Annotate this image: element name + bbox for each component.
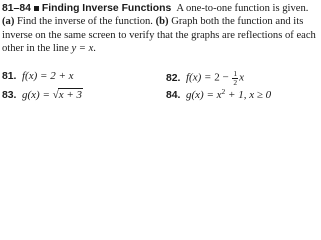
- function-rhs-suffix: x: [239, 71, 245, 84]
- fraction: [232, 70, 238, 86]
- exercise-range: 81–84: [2, 3, 31, 14]
- exercise-page: [0, 0, 321, 111]
- fraction-numerator: 1: [233, 69, 238, 78]
- line-equation: y = x: [71, 43, 94, 55]
- exercise-81: [2, 70, 74, 83]
- part-b-text: Graph both the function and its inverse on the same screen to verify that the graphs are reflections of each other in the line: [2, 16, 316, 55]
- exercise-instructions: [2, 2, 316, 56]
- function-rhs: 2 + x: [50, 70, 74, 82]
- part-a-label: (a): [2, 16, 15, 28]
- radicand: x + 3: [58, 89, 82, 101]
- exercise-number: 81.: [2, 71, 17, 82]
- function-rhs-suffix: + 1, x ≥ 0: [225, 89, 272, 101]
- function-rhs-prefix: 2 −: [214, 71, 232, 84]
- square-root: [53, 89, 83, 102]
- square-bullet-icon: [34, 6, 39, 11]
- end-punctuation: .: [93, 43, 96, 55]
- fraction-denominator: 2: [233, 77, 238, 87]
- function-lhs: f(x) =: [186, 71, 215, 84]
- function-lhs: f(x) =: [22, 70, 51, 82]
- radical-sign: √: [52, 89, 59, 101]
- instructions-text: A one-to-one function is given.: [176, 3, 309, 14]
- function-lhs: g(x) =: [22, 89, 53, 101]
- base-variable: x: [216, 89, 222, 101]
- exercise-84: [166, 89, 271, 102]
- part-a-text: Find the inverse of the function.: [17, 16, 153, 28]
- exercise-82: [166, 70, 244, 86]
- exercise-topic-heading: Finding Inverse Functions: [41, 3, 172, 14]
- exercise-83: [2, 89, 83, 102]
- part-b-label: (b): [155, 16, 169, 28]
- exercise-number: 82.: [166, 72, 181, 84]
- exercise-number: 83.: [2, 90, 17, 101]
- exponent: 2: [221, 87, 226, 96]
- function-lhs: g(x) =: [186, 89, 217, 101]
- exercise-number: 84.: [166, 90, 181, 101]
